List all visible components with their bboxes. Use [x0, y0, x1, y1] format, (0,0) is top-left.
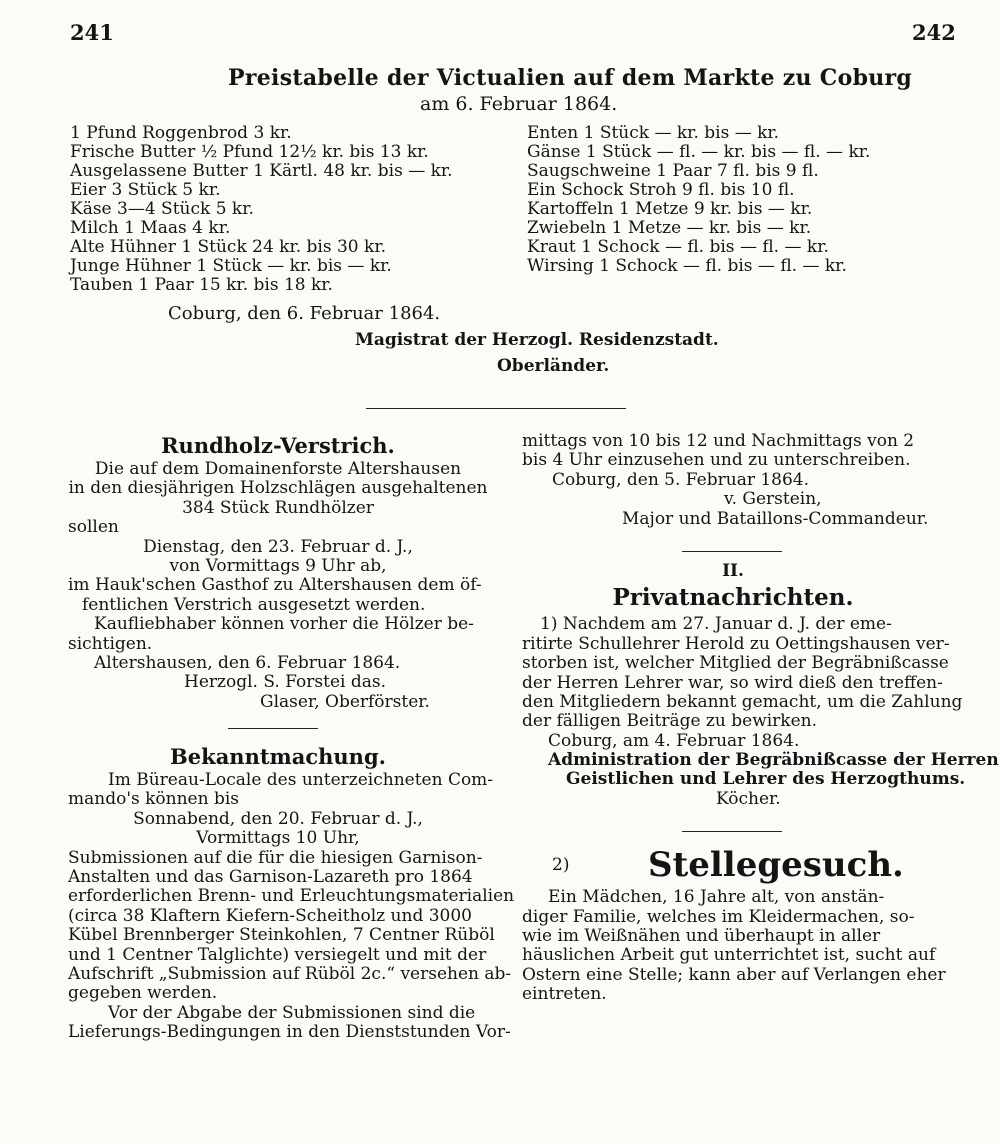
price-item: Enten 1 Stück — kr. bis — kr. — [527, 123, 780, 143]
price-item: Käse 3—4 Stück 5 kr. — [70, 199, 254, 219]
section-divider — [682, 831, 782, 832]
text-line: storben ist, welcher Mitglied der Begräbnißcasse — [522, 653, 949, 674]
text-line: ritirte Schullehrer Herold zu Oettingshausen ver- — [522, 633, 950, 654]
text-line: Vor der Abgabe der Submissionen sind die — [108, 1002, 476, 1023]
section-divider — [366, 408, 626, 409]
market-authority: Magistrat der Herzogl. Residenzstadt. — [355, 330, 719, 350]
text-line: Ostern eine Stelle; kann aber auf Verlangen eher — [522, 964, 946, 985]
market-signer: Oberländer. — [497, 356, 610, 376]
text-line: der fälligen Beiträge zu bewirken. — [522, 711, 818, 732]
price-item: Wirsing 1 Schock — fl. bis — fl. — kr. — [527, 256, 847, 276]
text-line: der Herren Lehrer war, so wird dieß den treffen- — [522, 672, 943, 693]
text-line: von Vormittags 9 Uhr ab, — [169, 555, 387, 576]
text-line: Kaufliebhaber können vorher die Hölzer be- — [94, 614, 474, 635]
left-column — [68, 432, 515, 1043]
price-item: Milch 1 Maas 4 kr. — [70, 218, 231, 238]
section-divider — [228, 728, 318, 729]
stellegesuch-title: Stellegesuch. — [648, 845, 904, 886]
text-line: Im Büreau-Locale des unterzeichneten Com- — [108, 770, 494, 791]
text-line: in den diesjährigen Holzschlägen ausgehaltenen — [68, 478, 488, 499]
text-line: wie im Weißnähen und überhaupt in aller — [522, 926, 881, 947]
text-line: 1) Nachdem am 27. Januar d. J. der eme- — [540, 614, 892, 635]
bekanntmachung-title: Bekanntmachung. — [170, 744, 386, 770]
price-item: Tauben 1 Paar 15 kr. bis 18 kr. — [70, 275, 333, 295]
text-line: gegeben werden. — [68, 983, 218, 1004]
text-line: sichtigen. — [68, 633, 153, 654]
privat-title: Privatnachrichten. — [612, 584, 854, 612]
section-number: II. — [722, 560, 744, 581]
text-line: Kübel Brennberger Steinkohlen, 7 Centner Rüböl — [68, 925, 495, 946]
price-item: Kartoffeln 1 Metze 9 kr. bis — kr. — [527, 199, 813, 219]
price-item: Eier 3 Stück 5 kr. — [70, 180, 221, 200]
text-line: Coburg, den 5. Februar 1864. — [552, 469, 810, 490]
text-line: fentlichen Verstrich ausgesetzt werden. — [82, 594, 426, 615]
text-line: Lieferungs-Bedingungen in den Dienststunden Vor- — [68, 1022, 511, 1043]
text-line: diger Familie, welches im Kleidermachen, so- — [522, 906, 915, 927]
text-line: mando's können bis — [68, 789, 240, 810]
text-line: Coburg, am 4. Februar 1864. — [548, 730, 800, 751]
item-number: 2) — [552, 855, 570, 876]
text-line: Ein Mädchen, 16 Jahre alt, von anstän- — [548, 887, 885, 908]
text-line: Submissionen auf die für die hiesigen Garnison- — [68, 847, 483, 868]
text-line: Major und Bataillons-Commandeur. — [622, 508, 929, 529]
text-line: häuslichen Arbeit gut unterrichtet ist, sucht auf — [522, 945, 936, 966]
page-number-left: 241 — [70, 20, 114, 45]
price-item: Zwiebeln 1 Metze — kr. bis — kr. — [527, 218, 812, 238]
text-line: den Mitgliedern bekannt gemacht, um die Zahlung — [522, 691, 963, 712]
text-line: und 1 Centner Talglichte) versiegelt und mit der — [68, 944, 487, 965]
price-item: 1 Pfund Roggenbrod 3 kr. — [70, 123, 292, 143]
text-line: Köcher. — [716, 788, 781, 809]
price-item: Gänse 1 Stück — fl. — kr. bis — fl. — kr. — [527, 142, 871, 162]
text-line: erforderlichen Brenn- und Erleuchtungsmaterialien — [68, 886, 515, 907]
price-item: Ein Schock Stroh 9 fl. bis 10 fl. — [527, 180, 795, 200]
text-line: Geistlichen und Lehrer des Herzogthums. — [566, 769, 966, 790]
text-line: Glaser, Oberförster. — [260, 691, 430, 712]
text-line: bis 4 Uhr einzusehen und zu unterschreiben. — [522, 450, 911, 471]
text-line: Vormittags 10 Uhr, — [196, 828, 360, 849]
price-item: Kraut 1 Schock — fl. bis — fl. — kr. — [527, 237, 829, 257]
text-line: eintreten. — [522, 984, 607, 1005]
text-line: 384 Stück Rundhölzer — [182, 497, 374, 518]
text-line: mittags von 10 bis 12 und Nachmittags von 2 — [522, 431, 915, 451]
text-line: Die auf dem Domainenforste Altershausen — [94, 459, 462, 479]
price-table-title: Preistabelle der Victualien auf dem Markte zu Coburg — [228, 65, 913, 91]
section-divider — [682, 551, 782, 552]
text-line: Aufschrift „Submission auf Rüböl 2c.“ versehen ab- — [68, 963, 512, 984]
text-line: Anstalten und das Garnison-Lazareth pro 1864 — [68, 867, 473, 888]
text-line: Administration der Begräbnißcasse der Herren — [548, 750, 999, 771]
text-line: sollen — [68, 517, 119, 538]
text-line: Altershausen, den 6. Februar 1864. — [94, 652, 401, 673]
text-line: Sonnabend, den 20. Februar d. J., — [133, 808, 423, 829]
text-line: Herzogl. S. Forstei das. — [184, 672, 387, 693]
text-line: v. Gerstein, — [724, 489, 822, 510]
stellegesuch-heading — [522, 842, 944, 888]
price-item: Ausgelassene Butter 1 Kärtl. 48 kr. bis — kr. — [70, 161, 453, 181]
price-table-date: am 6. Februar 1864. — [420, 93, 618, 115]
price-item: Saugschweine 1 Paar 7 fl. bis 9 fl. — [527, 161, 819, 181]
text-line: (circa 38 Klaftern Kiefern-Scheitholz und 3000 — [68, 905, 472, 926]
right-column — [522, 431, 999, 1005]
price-item: Frische Butter ½ Pfund 12½ kr. bis 13 kr. — [70, 142, 429, 162]
price-item: Alte Hühner 1 Stück 24 kr. bis 30 kr. — [70, 237, 386, 257]
page-number-right: 242 — [912, 20, 956, 45]
text-line: Dienstag, den 23. Februar d. J., — [143, 536, 413, 557]
market-place-date: Coburg, den 6. Februar 1864. — [168, 303, 441, 324]
price-item: Junge Hühner 1 Stück — kr. bis — kr. — [70, 256, 392, 276]
text-line: im Hauk'schen Gasthof zu Altershausen dem öf- — [68, 575, 482, 596]
rundholz-title: Rundholz-Verstrich. — [161, 433, 395, 458]
